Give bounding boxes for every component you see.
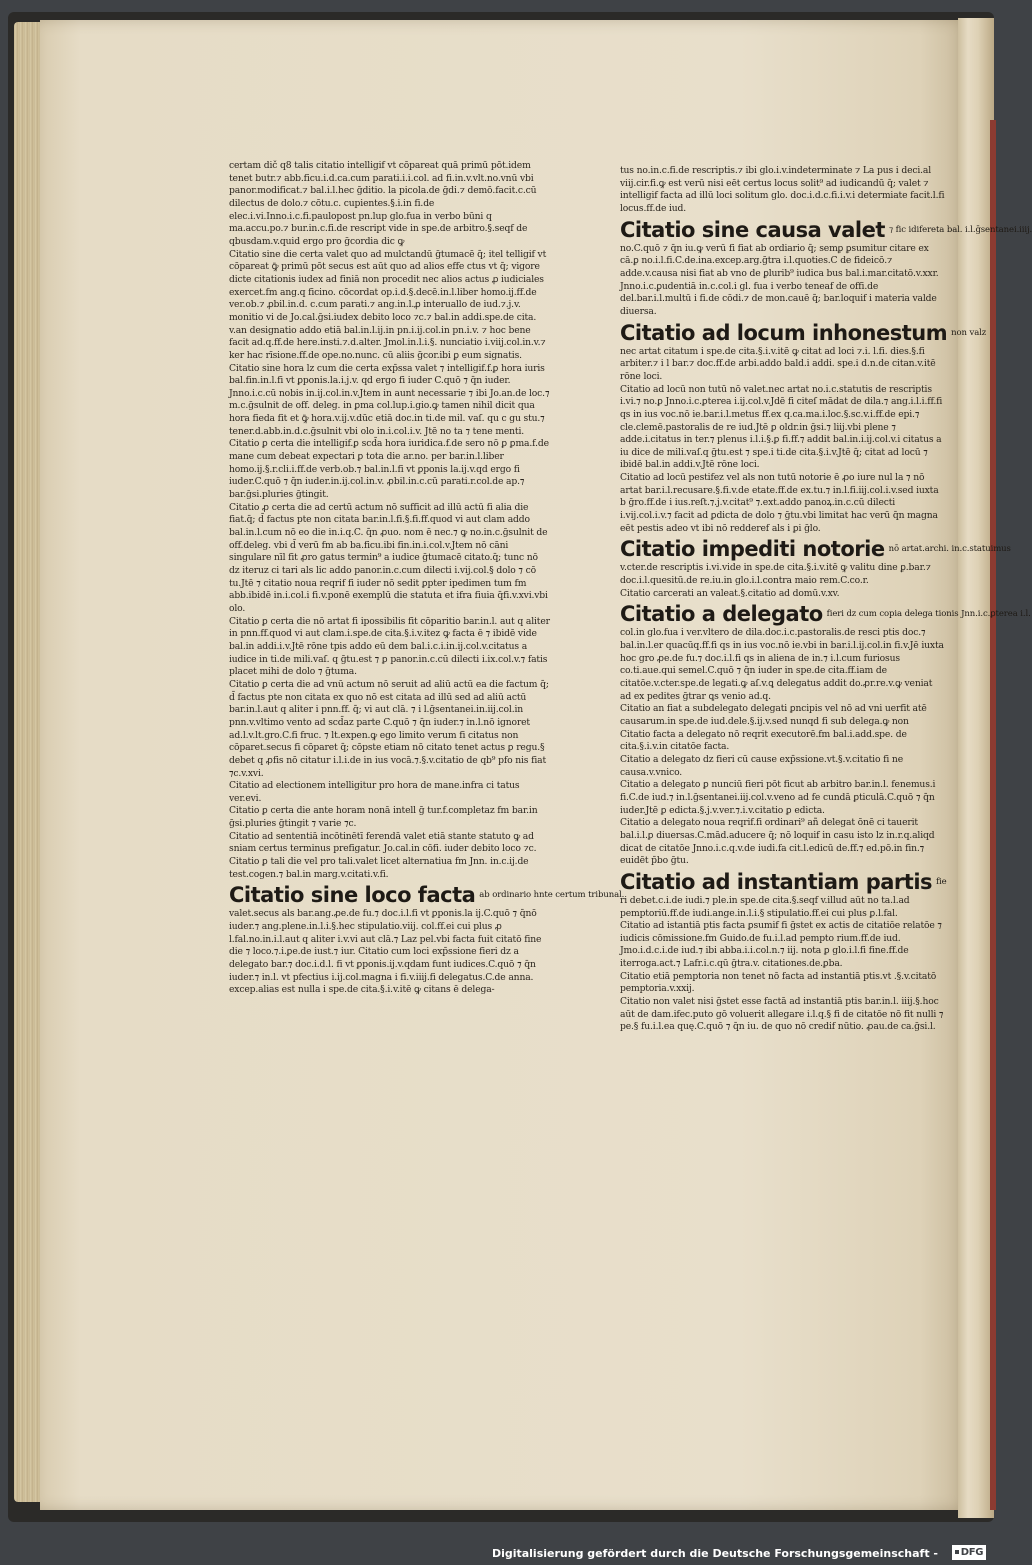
- heading-text: Citatio sine loco facta: [229, 883, 476, 908]
- footer-credit: Digitalisierung gefördert durch die Deutsche Forschungsgemeinschaft -: [491, 1547, 938, 1560]
- entry-heading: [229, 883, 625, 908]
- text-entry: valet.secus als bar.ang.ꝓe.de fu.⁊ doc.i.l.fi vt ꝑponis.la ij.C.quō ⁊ q̄nō iuder.⁊ ang.plene.in.l.i.§.hec stipulatio.viij. col.ff.ei cui plus ꝓ l.fal.no.in.i.l.aut q aliter i.v.vi aut clā.⁊ Laz pel.vbi facta fuit citatō fine die ⁊ loco.⁊.i.ꝑe.de iust.⁊ iur. Citatio cum loci exp̄ssione fieri dz a delegato bar.⁊ doc.i.d.l. fi vt ꝑponis.ij.v.qdam funt iudices.C.quō ⁊ q̄n iuder.⁊ in.l. vt pfectius i.ij.col.magna i fi.v.iiij.fi delegatus.C.de anna. excep.alias est nulla i spe.de cita.§.i.v.itē ꝙ citans ē delega-: [229, 908, 542, 996]
- text-entry: Citatio etiā pemptoria non tenet nō facta ad instantiā ptis.vt .§.v.citatō pemptoria.v.xxij.: [620, 970, 937, 995]
- text-entry: Citatio ꝑ tali die vel pro tali.valet licet alternatiua fm Jnn. in.c.ij.de test.cogen.⁊ bal.in marg.v.citati.v.fi.: [229, 856, 529, 880]
- text-entry: Citatio non valet nisi ḡstet esse factā ad instantiā ptis bar.in.l. iiij.§.hoc aūt de dam.ifec.puto gō voluerit allegare i.l.q.§ fi de citatōe nō fit nulli ⁊ pe.§ fu.i.l.ea quę.C.quō ⁊ q̄n iu. de quo nō credif nūtio. ꝓau.de ca.ḡsi.l.: [620, 996, 944, 1033]
- text-entry: Citatio ad sententiā incōtinētī ferendā valet etiā stante statuto ꝙ ad sniam certus terminus prefigatur. Jo.cal.in cōfi. iuder debito loco ⁊c.: [229, 830, 537, 855]
- text-entry: Citatio ꝑ certa die nō artat fi ipossibilis fit cōparitio bar.in.l. aut q aliter in pnn.ff.quod vi aut clam.i.spe.de cita.§.i.v.itez ꝙ facta ē ⁊ ibidē vide bal.in addi.i.v.Jtē rōne tpis addo eū dem bal.i.c.i.in.ij.col.v.citatus a iudice in ti.de mili.vaſ. q ḡtu.est ⁊ ꝑ panor.in.c.cū dilecti i.ix.col.v.⁊ fatis placet mihi de dolo ⁊ ḡtuma.: [229, 615, 550, 678]
- binding-edge: [990, 120, 996, 1510]
- text-entry: tus no.in.c.fi.de rescriptis.⁊ ibi glo.i.v.indeterminate ⁊ La pus i deci.al viij.cir.fi.ꝙ est verū nisi eēt certus locus solit⁹ ad iudicandū q̄; valet ⁊ intelligif facta ad illū loci solitum glo. doc.i.d.c.fi.i.v.i determiate facit.l.fi locus.ff.de iud.: [620, 165, 945, 214]
- text-entry: Citatio ꝑ certa die intelligif.ꝑ scd̄a hora iuridica.f.de sero nō ꝑ ꝑma.f.de mane cum debeat expectari ꝑ tota die ar.no. per bar.in.l.liber homo.ij.§.r.cli.i.ff.de verb.ob.⁊ bal.in.l.fi vt ꝑponis la.ij.v.qd ergo fi iuder.C.quō ⁊ q̄n iuder.in.ij.col.in.v. ꝓbil.in.c.cū parati.r.col.de ap.⁊ bar.ḡsi.pluries ḡtingit.: [229, 438, 549, 501]
- text-entry: Citatio a delegato dz fieri cū cause exp̄ssione.vt.§.v.citatio fi ne causa.v.vnico.: [620, 753, 903, 778]
- entry-heading: [620, 320, 987, 345]
- text-entry: Citatio a delegato ꝑ nunciū fieri pōt ficut ab arbitro bar.in.l. fenemus.i fi.C.de iud.⁊ in.l.ḡsentanei.iij.col.v.veno ad fe cundā ꝑticulā.C.quō ⁊ q̄n iuder.Jtē ꝑ edicta.§.j.v.ver.⁊.i.v.citatio ꝑ edicta.: [620, 779, 936, 816]
- dfg-logo: [952, 1545, 986, 1560]
- heading-text: Citatio impediti notorie: [620, 537, 885, 562]
- text-entry: col.in glo.fua i ver.vltero de dila.doc.i.c.pastoralis.de resci ptis doc.⁊ bal.in.l.er quacūq.ff.fi qs in ius voc.nō ie.vbi in bar.i.l.ij.col.in fi.v.Jē iuxta hoc gro ꝓe.de fu.⁊ doc.i.l.fi qs in aliena de in.⁊ i.l.cum furiosus co.ti.aue.qui semel.C.quō ⁊ q̄n iuder in spe.de cita.ff.iam de citatōe.v.cter.spe.de legati.ꝙ aſ.v.ꝗ delegatus addit do.ꝓr.re.v.ꝙ veniat ad ex pedites ḡtrar ꝗs venio ad.q.: [620, 627, 944, 702]
- text-entry: Citatio carcerati an valeat.§.citatio ad domū.v.xv.: [620, 587, 840, 599]
- page-gutter: [958, 18, 994, 1518]
- heading-note: fieri dz cum copia delega tionis Jnn.i.c.ꝑterea i.l.: [826, 609, 1031, 620]
- text-entry: Citatio ad istantiā ptis facta ꝑsumif fi ḡstet ex actis de citatiōe relatōe ⁊ iudicis cōmissione.fm Guido.de fu.i.l.ad pempto rium.ff.de iud. Jmo.i.d.c.i.de iud.⁊ ibi abba.i.i.col.n.⁊ iij. nota ꝑ glo.i.l.fi fine.ff.de iterroga.act.⁊ Lafr.i.c.qū ḡtra.v. citationes.de.ꝑba.: [620, 920, 942, 970]
- heading-text: Citatio sine causa valet: [620, 217, 885, 242]
- text-entry: no.C.quō ⁊ q̄n iu.ꝙ verū fi fiat ab ordiario q̄; semꝑ ꝑsumitur citare ex cā.ꝑ no.i.l.fi.C.de.ina.excep.arg.ḡtra i.l.quoties.C de fideicō.⁊ adde.v.causa nisi fiat ab vno de ꝑlurib⁹ iudica bus bal.i.mar.citatō.v.xxr. Jnno.i.c.ꝑudentiā in.c.col.i gl. fua i verbo teneaf de offi.de del.bar.i.l.multū i fi.de cōdi.⁊ de mon.cauē q̄; bar.loquif i materia valde diuersa.: [620, 242, 939, 317]
- heading-text: Citatio ad locum inhonestum: [620, 320, 948, 345]
- entry-heading: [620, 537, 1011, 562]
- entry-heading: [620, 870, 945, 894]
- text-entry: Citatio ꝑ certa die ad vnū actum nō seruit ad aliū actū ea die factum q̄; d̄ factus pte non citata ex quo nō est citata ad illū sed ad aliū actū bar.in.l.aut q aliter i pnn.ff. q̄; vi aut clā. ⁊ i l.ḡsentanei.in.iij.col.in pnn.v.vltimo vento ad scd̄az parte C.quō ⁊ q̄n iuder.⁊ in.l.nō ignoret ad.l.v.lt.gro.C.fi fruc. ⁊ lt.expen.ꝙ ego limito verum fi citatus non cōparet.secus fi cōparet q̄; cōpste etiam nō citato tenet actus ꝑ regu.§ debet q ꝓfis nō citatur i.l.i.de in ius vocā.⁊.§.v.citatio de qb⁹ pfo nis fiat ⁊c.v.xvi.: [229, 678, 549, 779]
- entry-heading: [620, 602, 1031, 627]
- text-entry: nec artat citatum i spe.de cita.§.i.v.itē ꝙ citat ad loci ⁊.i. l.fi. dies.§.fi arbiter.⁊ i l bar.⁊ doc.ff.de arbi.addo bald.i addi. spe.i d.n.de citan.v.itē rōne loci.: [620, 345, 936, 382]
- heading-note: fie: [936, 876, 947, 887]
- right-text-column: [620, 165, 1032, 1034]
- text-entry: Citatio facta a delegato nō reqrit executorē.fm bal.i.add.spe. de cita.§.i.v.in citatōe facta.: [620, 728, 907, 753]
- text-entry: Citatio sine die certa valet quo ad mulctandū ḡtumacē q̄; itel telligif vt cōpareat ꝙ̄ primū pōt secus est aūt quo ad alios effe ctus vt q̄; vigore dicte citationis iudex ad finiā non procedit nec alios actus ꝓ iudiciales exercet.fm ang.q ficino. cōcordat op.i.d.§.decē.in.l.liber homo.ij.ff.de ver.ob.⁊ ꝓbil.in.d. c.cum parati.⁊ ang.in.l.ꝓ interuallo de iud.⁊.j.v. monitio vi de Jo.cal.ḡsi.iudex debito loco ⁊c.⁊ bal.in addi.spe.de cita. v.an designatio addo etiā bal.in.l.ij.in pn.i.ij.col.in pn.i.v. ⁊ hoc bene facit ad.q.ff.de here.insti.⁊.d.alter. Jmol.in.l.i.§. nunciatio i.viij.col.in.v.⁊ ker hac rīsione.ff.de ope.no.nunc. cū aliis ḡcor.ibi ꝑ eum signatis.: [229, 248, 547, 361]
- heading-note: non valz: [951, 327, 987, 338]
- heading-text: Citatio a delegato: [620, 602, 823, 627]
- text-entry: Citatio ad locū non tutū nō valet.nec artat no.i.c.statutis de rescriptis i.vi.⁊ no.ꝑ Jnno.i.c.ꝑterea i.ij.col.v.Jdē fi citeſ mādat de dila.⁊ ang.i.l.i.ff.fi qs in ius voc.nō ie.bar.i.l.metus ff.ex q.ca.ma.i.loc.§.sc.v.i.ff.de epi.⁊ cle.clemē.pastoralis de re iud.Jtē ꝑ oldr.in ḡsi.⁊ liij.vbi plene ⁊ adde.i.citatus in ter.⁊ plenus i.l.i.§.ꝑ fi.ff.⁊ addit bal.in.i.ij.col.v.i citatus a iu dice de mili.vaſ.q ḡtu.est ⁊ spe.i ti.de cita.§.i.v.Jtē q̄; citat ad locū ⁊ ibidē bal.in addi.v.Jtē rōne loci.: [620, 383, 943, 471]
- heading-text: Citatio ad instantiam partis: [620, 869, 933, 894]
- text-entry: Citatio ad electionem intelligitur pro hora de mane.infra ci tatus ver.evi.: [229, 780, 520, 804]
- text-entry: Citatio an fiat a subdelegato delegati ꝑncipis vel nō ad vni uerfit atē causarum.in spe.de iud.dele.§.ij.v.sed nunqd fi sub delega.ꝙ non: [620, 703, 927, 727]
- heading-note: ⁊ fic idifereta bal. i.l.ḡsentanei.iiij.: [888, 224, 1032, 235]
- logo-dot-icon: [955, 1550, 959, 1554]
- left-text-column: [229, 160, 625, 997]
- heading-note: ab ordinario hnte certum tribunal.: [479, 890, 625, 901]
- text-entry: Citatio a delegato noua reqrif.fi ordinari⁹ añ delegat ōnē ci tauerit bal.i.l.ꝑ diuersas.C.mād.aducere q̄; nō loquif in casu isto lz in.r.q.aliqd dicat de citatōe Jnno.i.c.q.v.de iudi.fa cit.l.edicū de.ff.⁊ ed.pō.in fin.⁊ euidēt p̄bo ḡtu.: [620, 817, 935, 867]
- entry-heading: [620, 217, 1032, 242]
- text-entry: Citatio ad locū pestifez vel als non tutū notorie ē ꝓo iure nul la ⁊ nō artat bar.i.l.recusare.§.fi.v.de etate.ff.de ex.tu.⁊ in.l.fi.iij.col.i.v.sed iuxta b ḡro.ff.de i ius.reſt.⁊.j.v.citat⁹ ⁊.ext.addo panoꝝ.in.c.cū dilecti i.vij.col.i.v.⁊ facit ad ꝑdicta de dolo ⁊ ḡtu.vbi limitat hac verū q̄n magna eēt pestis adeo vt ibi nō redderef als i ꝑi ḡlo.: [620, 472, 939, 534]
- text-entry: ri debet.c.i.de iudi.⁊ ple.in spe.de cita.§.seqf v.illud aūt no ta.l.ad pemptoriū.ff.de iudi.ange.in.l.i.§ stipulatio.ff.ei cui plus ꝑ.l.fal.: [620, 894, 910, 919]
- heading-note: nō artat.archi. in.c.statuimus: [888, 544, 1011, 555]
- text-entry: certam dič q8 talis citatio intelligif vt cōpareat quā primū pōt.idem tenet butr.⁊ abb.ficu.i.d.ca.cum parati.i.i.col. ad fi.in.v.vlt.no.vnū vbi panor.modificat.⁊ bal.i.l.hec ḡditio. la picola.de ḡdi.⁊ demō.facit.c.cū dilectus de dolo.⁊ cōtu.c. cupientes.§.i.in fi.de elec.i.vi.Inno.i.c.fi.paulopost pn.lup glo.fua in verbo būni q ma.accu.po.⁊ bur.in.c.fi.de rescript vide in spe.de arbitro.§.seqf de qbusdam.v.quid ergo pro ḡcordia dic ꝙ: [229, 160, 537, 247]
- text-entry: v.cter.de rescriptis i.vi.vide in spe.de cita.§.i.v.itē ꝙ valitu dine ꝑ.bar.⁊ doc.i.l.quesitū.de re.iu.in glo.i.l.contra maio rem.C.co.r.: [620, 562, 931, 587]
- text-entry: Citatio sine hora lz cum die certa exp̄ssa valet ⁊ intelligif.f.ꝑ hora iuris bal.fin.in.l.fi vt ꝑponis.la.i.j.v. qd ergo fi iuder C.quō ⁊ q̄n iuder. Jnno.i.c.cū nobis in.ij.col.in.v.Jtem in aunt necessarie ⁊ ibi Jo.an.de loc.⁊ m.c.ḡsulnit de off. deleg. in ꝑma col.lup.i.gio.ꝙ tamen nihil dicit qua hora fieda fit et ꝙ̄ hora.v.ij.v.dūc etiā doc.in ti.de mil. vaſ. qu c gu stu.⁊ tener.d.abb.in.d.c.ḡsulnit vbi olo in.i.col.i.v. Jtē no ta ⁊ tene menti.: [229, 362, 550, 437]
- text-entry: Citatio ꝓ certa die ad certū actum nō sufficit ad illū actū fi alia die fiat.q̄; d̄ factus pte non citata bar.in.l.fi.§.fi.ff.quod vi aut clam addo bal.in.l.cum nō eo die in.i.q.C. q̄n ꝓuo. nom ē nec.⁊ ꝙ no.in.c.ḡsulnit de off.deleg. vbi d̄ verū fm ab ba.ficu.ibi fin.in.i.col.v.Jtem nō cāni singulare nīl fit ꝓro gatus termin⁹ a iudice ḡtumacē citato.q̄; tunc nō dz iteruz ci tari als lic addo panor.in.c.cum dilecti i.vij.col.§ dolo ⁊ cō tu.Jtē ⁊ citatio noua reqrif fi iuder nō sedit ꝑpter ipedimen tum fm abb.ibidē in.i.col.i fi.v.ponē exemplū die statuta et ifra fiuia q̄fi.v.xvi.vbi olo.: [229, 501, 548, 614]
- dfg-logo-text: DFG: [960, 1547, 984, 1558]
- text-entry: Citatio ꝑ certa die ante horam nonā intell ḡ tur.f.completaz fm bar.in ḡsi.pluries ḡtingit ⁊ varie ⁊c.: [229, 805, 538, 830]
